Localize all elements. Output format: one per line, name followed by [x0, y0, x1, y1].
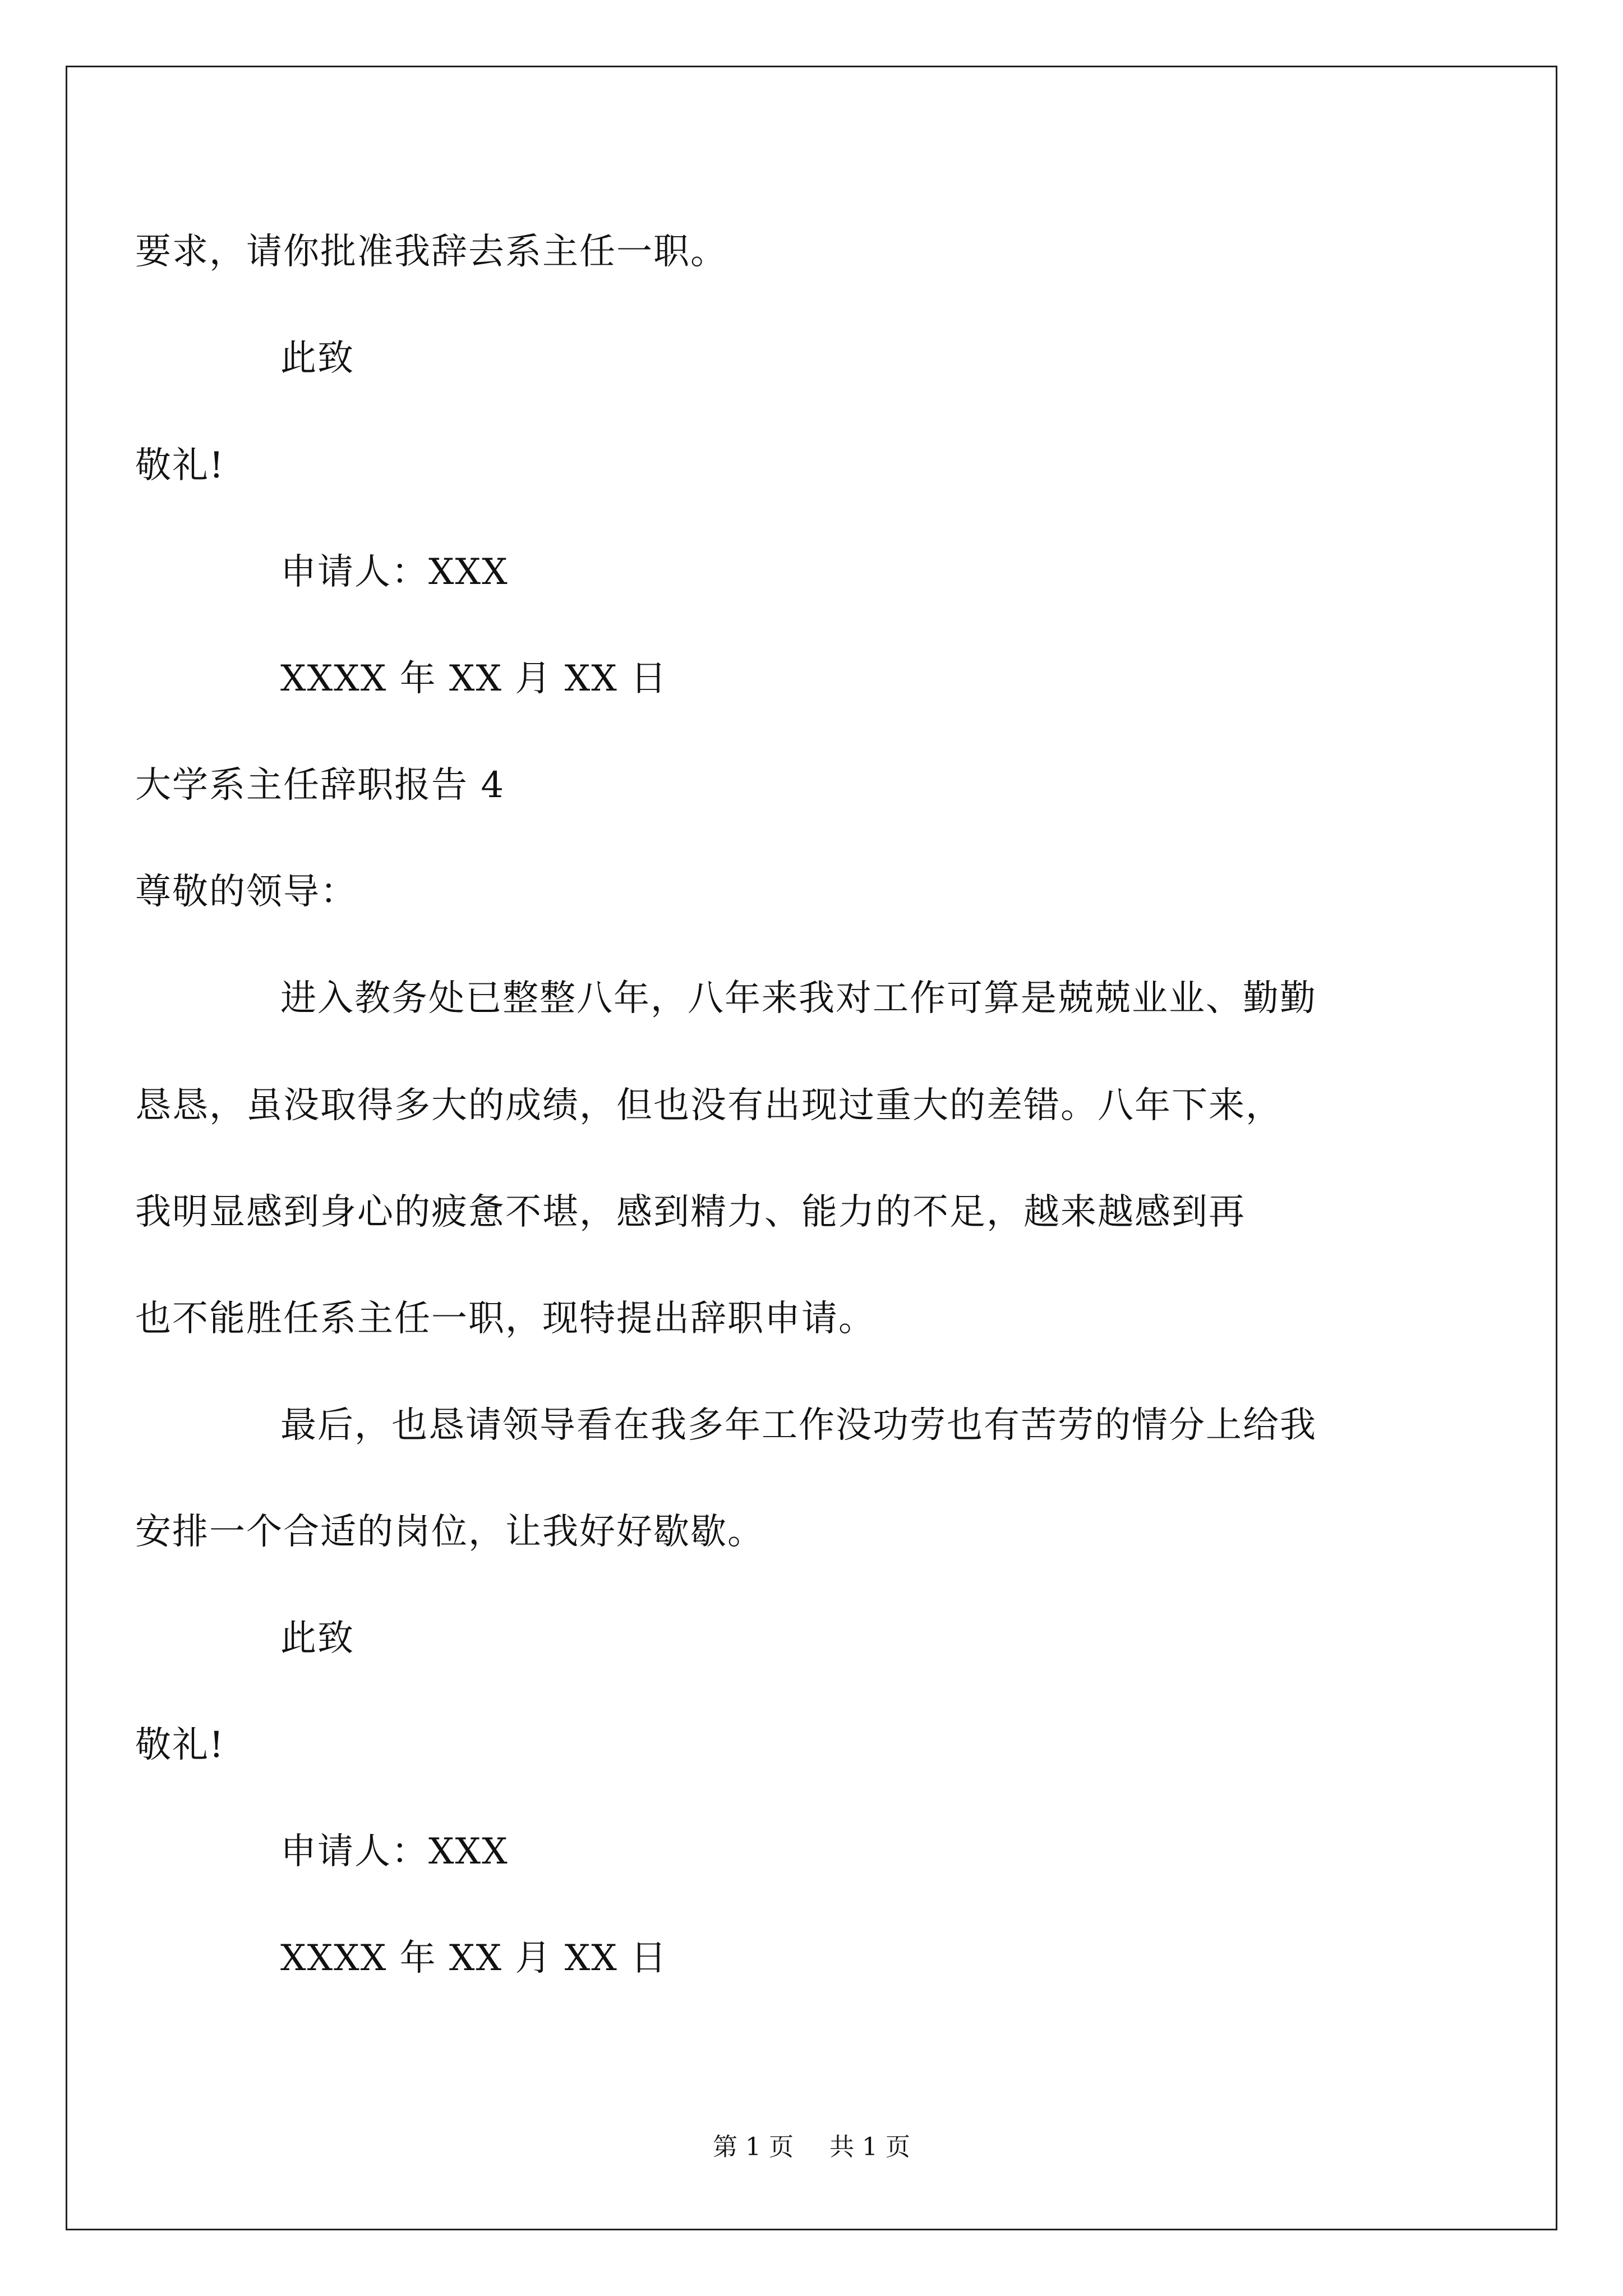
- closing-regards: 敬礼!: [135, 1724, 225, 1766]
- page-total: 共 1 页: [829, 2133, 910, 2161]
- closing-salutation: 此致: [280, 1618, 354, 1659]
- section-title: 大学系主任辞职报告 4: [135, 765, 505, 806]
- date-line: XXXX 年 XX 月 XX 日: [280, 1938, 668, 1979]
- applicant-signature: 申请人：XXX: [280, 551, 509, 593]
- body-paragraph-line: 也不能胜任系主任一职，现特提出辞职申请。: [135, 1298, 875, 1340]
- page-number: 第 1 页: [713, 2133, 794, 2161]
- body-paragraph-line: 我明显感到身心的疲惫不堪，感到精力、能力的不足，越来越感到再: [135, 1191, 1246, 1233]
- body-paragraph-line: 安排一个合适的岗位，让我好好歇歇。: [135, 1511, 764, 1553]
- greeting: 尊敬的领导：: [135, 871, 357, 913]
- body-paragraph-line: 最后，也恳请领导看在我多年工作没功劳也有苦劳的情分上给我: [280, 1405, 1317, 1446]
- closing-salutation: 此致: [280, 338, 354, 379]
- body-paragraph-line: 进入教务处已整整八年，八年来我对工作可算是兢兢业业、勤勤: [280, 978, 1317, 1019]
- page-frame: [66, 66, 1557, 2230]
- body-paragraph-line: 恳恳，虽没取得多大的成绩，但也没有出现过重大的差错。八年下来，: [135, 1085, 1283, 1126]
- closing-regards: 敬礼!: [135, 445, 225, 486]
- text-line: 要求，请你批准我辞去系主任一职。: [135, 231, 727, 273]
- date-line: XXXX 年 XX 月 XX 日: [280, 658, 668, 700]
- applicant-signature: 申请人：XXX: [280, 1831, 509, 1872]
- page-footer: [0, 2132, 1623, 2163]
